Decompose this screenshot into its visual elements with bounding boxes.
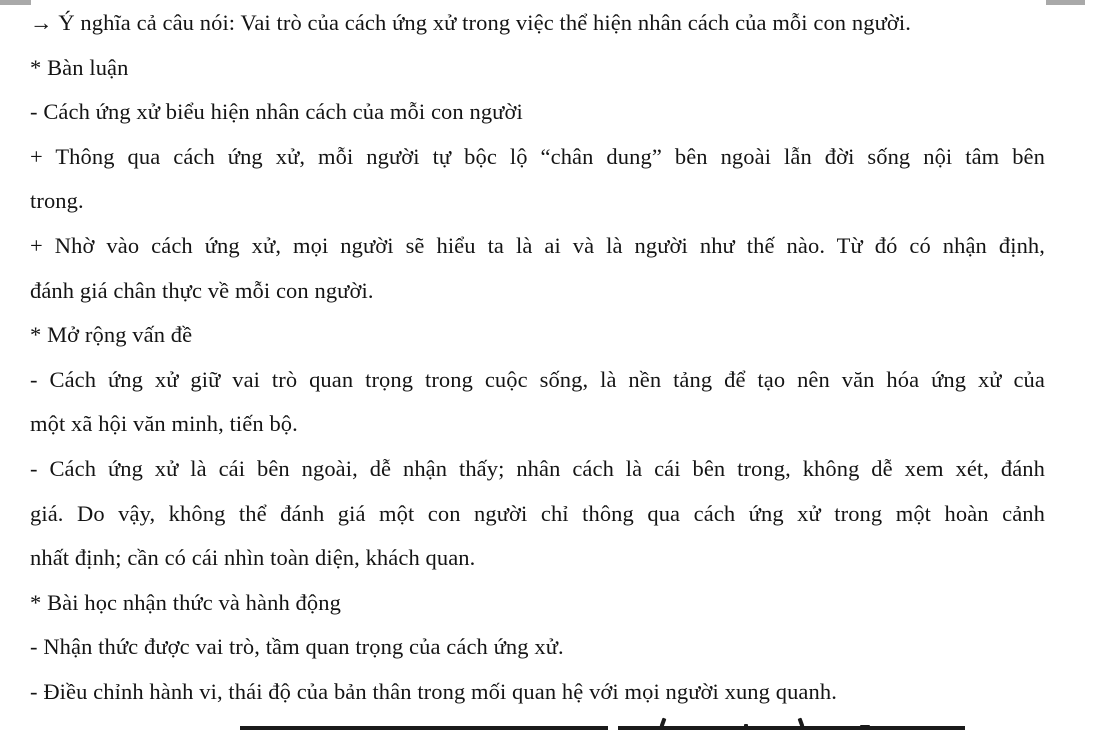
text-line-12: giá. Do vậy, không thể đánh giá một con người chỉ thông qua cách ứng xử trong một hoàn cảnh [30,500,1045,526]
clipped-text-bar-1 [240,726,608,730]
text-line-16: - Điều chỉnh hành vi, thái độ của bản thân trong mối quan hệ với mọi người xung quanh. [30,678,837,704]
scrollbar-fragment-right[interactable] [1046,0,1085,5]
document-text [30,1,1045,715]
scrollbar-fragment-left[interactable] [0,0,31,5]
text-line-11: - Cách ứng xử là cái bên ngoài, dễ nhận thấy; nhân cách là cái bên trong, không dễ xem xét, đánh [30,455,1045,481]
text-line-10: một xã hội văn minh, tiến bộ. [30,411,298,437]
text-line-14: * Bài học nhận thức và hành động [30,589,341,615]
text-line-4: + Thông qua cách ứng xử, mỗi người tự bộc lộ “chân dung” bên ngoài lẫn đời sống nội tâm bên [30,143,1045,169]
text-line-13: nhất định; cần có cái nhìn toàn diện, khách quan. [30,545,476,571]
text-line-5: trong. [30,188,84,214]
text-line-8: * Mở rộng vấn đề [30,322,193,348]
clipped-text-accent-2 [744,724,748,728]
text-line-7: đánh giá chân thực về mỗi con người. [30,277,374,303]
text-line-3: - Cách ứng xử biểu hiện nhân cách của mỗi con người [30,99,523,125]
text-line-2: * Bàn luận [30,54,129,80]
text-line-1: → Ý nghĩa cả câu nói: Vai trò của cách ứng xử trong việc thể hiện nhân cách của mỗi con người. [30,10,911,35]
clipped-text-accent-4 [860,725,870,728]
clipped-text-bar-2 [618,726,965,730]
text-line-6: + Nhờ vào cách ứng xử, mọi người sẽ hiểu ta là ai và là người như thế nào. Từ đó có nhận định, [30,232,1045,258]
text-line-9: - Cách ứng xử giữ vai trò quan trọng trong cuộc sống, là nền tảng để tạo nên văn hóa ứng xử của [30,366,1045,392]
text-line-15: - Nhận thức được vai trò, tầm quan trọng của cách ứng xử. [30,634,564,660]
